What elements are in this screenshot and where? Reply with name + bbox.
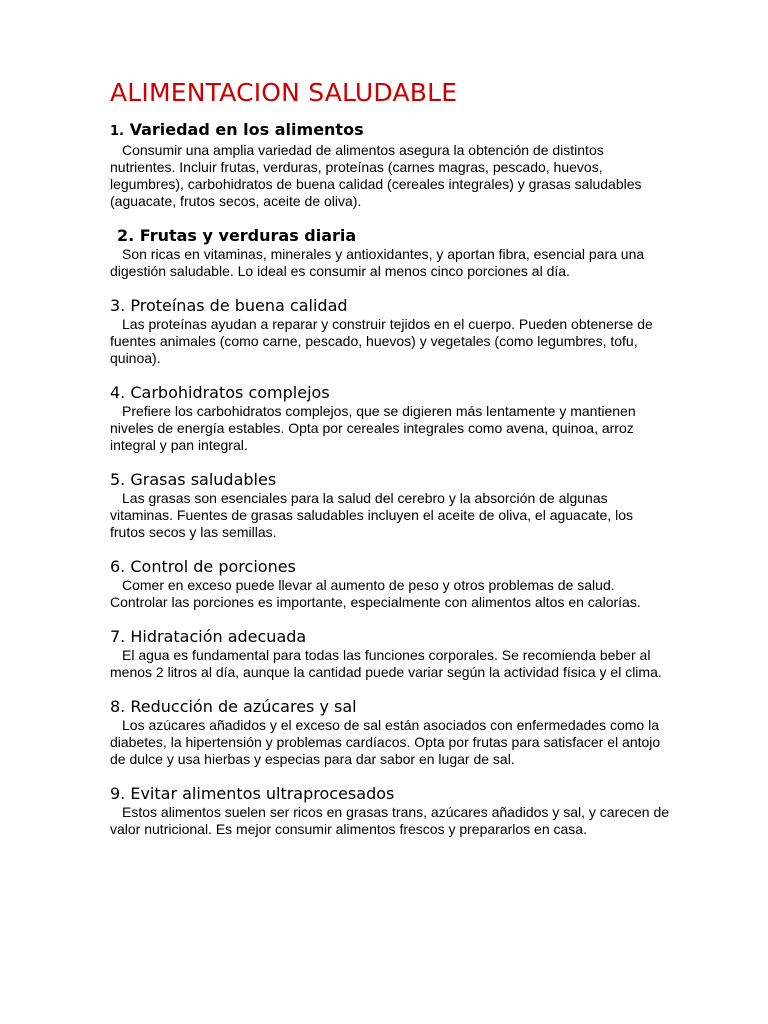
section-3 — [110, 296, 670, 367]
section-heading: 3. Proteínas de buena calidad — [110, 296, 348, 315]
section-body: Son ricas en vitaminas, minerales y antioxidantes, y aportan fibra, esencial para una digestión saludable. Lo ideal es consumir al menos cinco porciones al día. — [110, 246, 645, 279]
section-heading: 7. Hidratación adecuada — [110, 627, 307, 646]
section-heading: 4. Carbohidratos complejos — [110, 383, 330, 402]
section-body: Las grasas son esenciales para la salud del cerebro y la absorción de algunas vitaminas. Fuentes de grasas saludables incluyen el aceite de oliva, el aguacate, los frutos secos y las semillas. — [110, 490, 633, 540]
section-9 — [110, 784, 670, 838]
section-body: Los azúcares añadidos y el exceso de sal están asociados con enfermedades como la diabetes, la hipertensión y problemas cardíacos. Opta por frutas para satisfacer el antojo de dulce y usa hierbas y especias para dar sabor en lugar de sal. — [110, 717, 661, 767]
section-8 — [110, 697, 670, 768]
section-heading: 5. Grasas saludables — [110, 470, 277, 489]
section-number: 1. — [110, 124, 124, 139]
section-heading-text: Variedad en los alimentos — [129, 120, 364, 139]
document-title: ALIMENTACION SALUDABLE — [110, 78, 458, 107]
section-heading — [110, 120, 670, 142]
section-body: Las proteínas ayudan a reparar y construir tejidos en el cuerpo. Pueden obtenerse de fuentes animales (como carne, pescado, huevos) y vegetales (como legumbres, tofu, quinoa). — [110, 316, 653, 366]
section-7 — [110, 627, 670, 681]
document-page — [110, 76, 670, 854]
section-heading: 9. Evitar alimentos ultraprocesados — [110, 784, 395, 803]
section-1 — [110, 120, 670, 210]
section-body: El agua es fundamental para todas las funciones corporales. Se recomienda beber al menos 2 litros al día, aunque la cantidad puede variar según la actividad física y el clima. — [110, 647, 662, 680]
section-body: Prefiere los carbohidratos complejos, que se digieren más lentamente y mantienen niveles de energía estables. Opta por cereales integrales como avena, quinoa, arroz integral y pan integral. — [110, 403, 636, 453]
section-2 — [110, 226, 670, 280]
section-4 — [110, 383, 670, 454]
section-heading: 6. Control de porciones — [110, 557, 296, 576]
section-body: Estos alimentos suelen ser ricos en grasas trans, azúcares añadidos y sal, y carecen de valor nutricional. Es mejor consumir alimentos frescos y prepararlos en casa. — [110, 804, 670, 837]
section-heading: 8. Reducción de azúcares y sal — [110, 697, 357, 716]
section-heading: 2. Frutas y verduras diaria — [117, 226, 357, 245]
section-body: Comer en exceso puede llevar al aumento de peso y otros problemas de salud. Controlar las porciones es importante, especialmente con alimentos altos en calorías. — [110, 577, 641, 610]
section-5 — [110, 470, 670, 541]
section-6 — [110, 557, 670, 611]
section-body: Consumir una amplia variedad de alimentos asegura la obtención de distintos nutrientes. Incluir frutas, verduras, proteínas (carnes magras, pescado, huevos, legumbres), carbohidratos de buena calidad (cereales integrales) y grasas saludables (aguacate, frutos secos, aceite de oliva). — [110, 142, 642, 209]
